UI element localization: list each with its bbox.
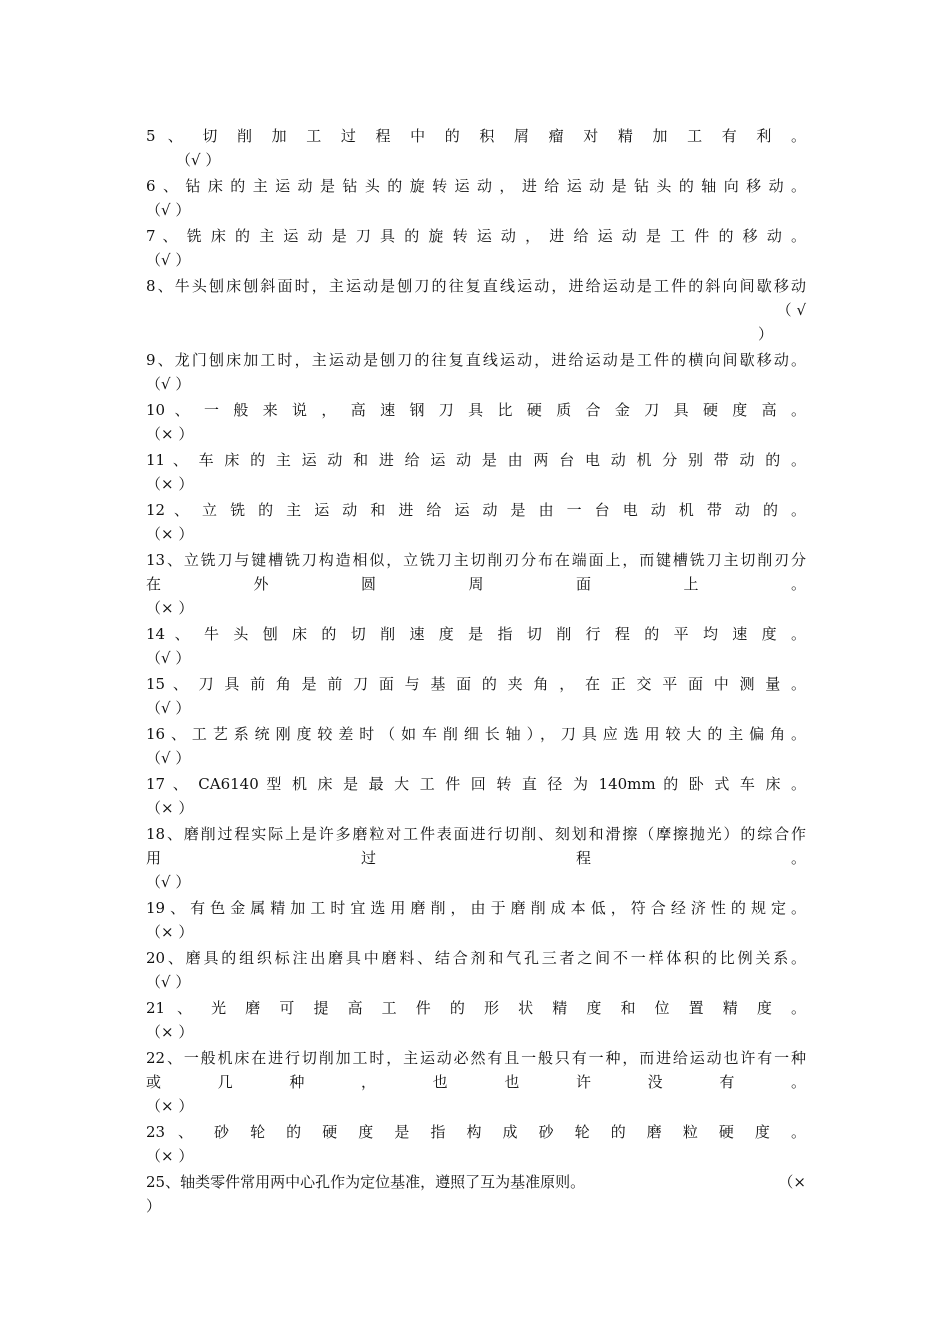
answer-mark: （× ） [146,599,194,617]
statement: 15 、 刀 具 前 角 是 前 刀 面 与 基 面 的 夹 角 ， 在 正 交 平 面 中 测 量 。 [146,675,806,693]
answer-close: ） [146,1197,162,1215]
answer-mark: （√ ） [176,151,221,169]
item-15 [146,672,806,720]
statement: 7 、 铣 床 的 主 运 动 是 刀 具 的 旋 转 运 动 ， 进 给 运 动 是 工 件 的 移 动 。 [146,227,806,245]
answer-mark: （√ ） [146,375,191,393]
statement: 25、轴类零件常用两中心孔作为定位基准，遵照了互为基准原则。 [146,1173,586,1191]
item-8 [146,274,806,346]
item-19 [146,896,806,944]
answer-mark: （√ ） [146,699,191,717]
item-13 [146,548,806,620]
statement: 17 、 CA6140 型 机 床 是 最 大 工 件 回 转 直 径 为 140mm 的 卧 式 车 床 。 [146,775,806,793]
statement: 14 、 牛 头 刨 床 的 切 削 速 度 是 指 切 削 行 程 的 平 均 速 度 。 [146,625,806,643]
item-5 [146,124,806,172]
answer-mark: （√ ） [146,201,191,219]
answer-mark: （× [778,1173,806,1191]
statement-continued: 用 过 程 。 [146,849,806,867]
answer-mark: （ √ [776,301,806,319]
answer-mark: （× ） [146,475,194,493]
item-11 [146,448,806,496]
statement: 8、牛头刨床刨斜面时，主运动是刨刀的往复直线运动，进给运动是工件的斜向间歇移动 [146,277,806,295]
item-23 [146,1120,806,1168]
answer-mark: （× ） [146,1097,194,1115]
item-18 [146,822,806,894]
statement: 21 、 光 磨 可 提 高 工 件 的 形 状 精 度 和 位 置 精 度 。 [146,999,806,1017]
answer-mark: （√ ） [146,649,191,667]
answer-mark: （√ ） [146,749,191,767]
statement: 23 、 砂 轮 的 硬 度 是 指 构 成 砂 轮 的 磨 粒 硬 度 。 [146,1123,806,1141]
item-6 [146,174,806,222]
answer-mark: （× ） [146,1023,194,1041]
statement: 6、钻床的主运动是钻头的旋转运动，进给运动是钻头的轴向移动。 [146,177,806,195]
statement-row [146,1170,806,1194]
answer-mark: （× ） [146,799,194,817]
answer-mark: （√ ） [146,251,191,269]
answer-mark: （√ ） [146,973,191,991]
item-7 [146,224,806,272]
answer-mark: （× ） [146,1147,194,1165]
item-22 [146,1046,806,1118]
statement: 9、龙门刨床加工时，主运动是刨刀的往复直线运动，进给运动是工件的横向间歇移动。 [146,351,806,369]
statement-continued: 在 外 圆 周 面 上 。 [146,575,806,593]
item-14 [146,622,806,670]
answer-mark: （× ） [146,525,194,543]
item-17 [146,772,806,820]
statement: 22、一般机床在进行切削加工时，主运动必然有且一般只有一种，而进给运动也许有一种 [146,1049,806,1067]
item-21 [146,996,806,1044]
item-12 [146,498,806,546]
statement: 16、工艺系统刚度较差时（如车削细长轴），刀具应选用较大的主偏角。 [146,725,806,743]
item-16 [146,722,806,770]
statement: 12 、 立 铣 的 主 运 动 和 进 给 运 动 是 由 一 台 电 动 机 带 动 的 。 [146,501,806,519]
item-25 [146,1170,806,1218]
statement: 19、有色金属精加工时宜选用磨削，由于磨削成本低，符合经济性的规定。 [146,899,806,917]
statement: 5 、 切 削 加 工 过 程 中 的 积 屑 瘤 对 精 加 工 有 利 。 [146,127,806,145]
answer-mark: （× ） [146,923,194,941]
statement-continued: 或 几 种 ， 也 也 许 没 有 。 [146,1073,806,1091]
item-20 [146,946,806,994]
statement: 20、磨具的组织标注出磨具中磨料、结合剂和气孔三者之间不一样体积的比例关系。 [146,949,806,967]
item-10 [146,398,806,446]
answer-mark: （√ ） [146,873,191,891]
statement: 18、磨削过程实际上是许多磨粒对工件表面进行切削、刻划和滑擦（摩擦抛光）的综合作 [146,825,806,843]
statement: 11 、 车 床 的 主 运 动 和 进 给 运 动 是 由 两 台 电 动 机 分 别 带 动 的 。 [146,451,806,469]
answer-mark: （× ） [146,425,194,443]
answer-close: ） [758,325,774,343]
statement: 10 、 一 般 来 说 ， 高 速 钢 刀 具 比 硬 质 合 金 刀 具 硬 度 高 。 [146,401,806,419]
statement: 13、立铣刀与键槽铣刀构造相似，立铣刀主切削刃分布在端面上，而键槽铣刀主切削刃分 [146,551,806,569]
item-9 [146,348,806,396]
